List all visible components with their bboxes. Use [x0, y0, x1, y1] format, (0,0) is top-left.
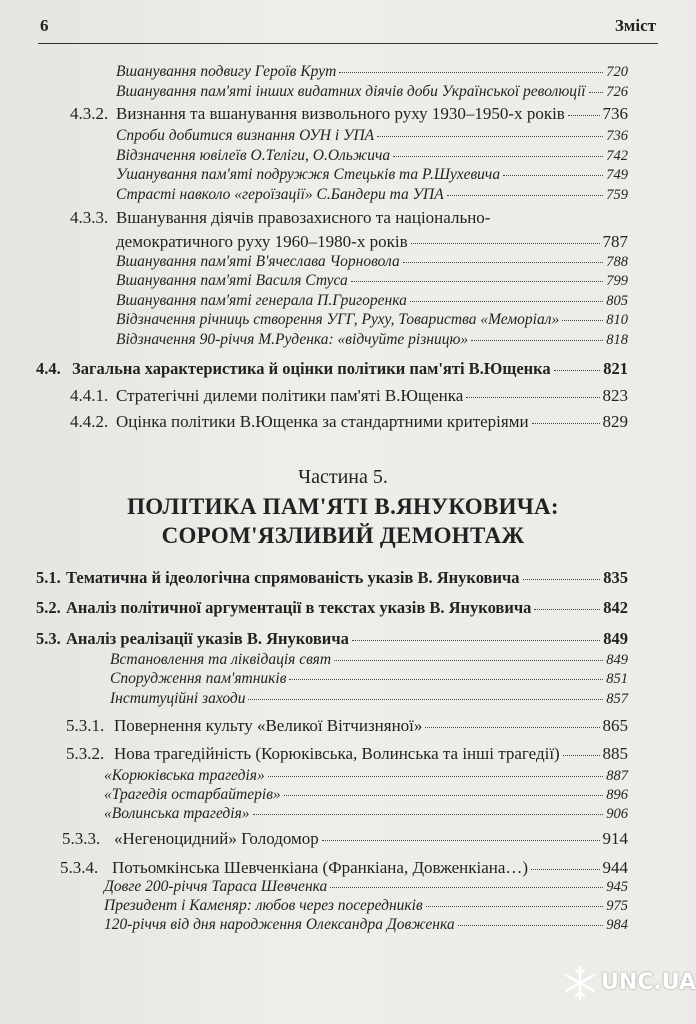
toc-entry-section: 5.2. Аналіз політичної аргументації в текстах указів В. Януковича 842: [36, 598, 628, 617]
toc-entry: 120-річчя від дня народження Олександра Довженка 984: [104, 916, 628, 933]
part-label: Частина 5.: [298, 466, 388, 488]
page-number: 6: [40, 16, 49, 35]
toc-entry: Інституційні заходи 857: [110, 690, 628, 707]
snowflake-icon: [561, 964, 599, 1002]
toc-entry: демократичного руху 1960–1980-х років 787: [116, 232, 628, 251]
watermark-text: UNC.UA: [601, 970, 696, 995]
toc-entry: Президент і Каменяр: любов через посередників 975: [104, 897, 628, 914]
header-rule: [38, 43, 658, 44]
toc-entry: Вшанування пам'яті генерала П.Григоренка 805: [116, 292, 628, 309]
part-title-line2: СОРОМ'ЯЗЛИВИЙ ДЕМОНТАЖ: [161, 523, 525, 548]
toc-entry: Вшанування пам'яті В'ячеслава Чорновола 788: [116, 253, 628, 270]
toc-entry: Вшанування пам'яті Василя Стуса 799: [116, 272, 628, 289]
toc-entry-section: 4.4. Загальна характеристика й оцінки політики пам'яті В.Ющенка 821: [36, 359, 628, 378]
toc-entry: «Трагедія остарбайтерів» 896: [104, 786, 628, 803]
watermark: [561, 960, 696, 1010]
toc-entry-section: 5.1. Тематична й ідеологічна спрямованість указів В. Януковича 835: [36, 568, 628, 587]
toc-entry: Ушанування пам'яті подружжя Стецьків та Р.Шухевича 749: [116, 166, 628, 183]
toc-entry: 5.3.3. «Негеноцидний» Голодомор 914: [62, 829, 628, 848]
toc-entry: Вшанування подвигу Героїв Крут 720: [116, 63, 628, 80]
toc-entry: 5.3.4. Потьомкінська Шевченкіана (Франкіана, Довженкіана…) 944: [60, 858, 628, 877]
toc-entry: Відзначення ювілеїв О.Теліги, О.Ольжича 742: [116, 147, 628, 164]
toc-entry: Відзначення річниць створення УГГ, Руху, Товариства «Меморіал» 810: [116, 311, 628, 328]
toc-entry: 5.3.2. Нова трагедійність (Корюківська, Волинська та інші трагедії) 885: [66, 744, 628, 763]
toc-entry-section: 5.3. Аналіз реалізації указів В. Януковича 849: [36, 629, 628, 648]
toc-entry: Встановлення та ліквідація свят 849: [110, 651, 628, 668]
toc-entry: Відзначення 90-річчя М.Руденка: «відчуйте різницю» 818: [116, 331, 628, 348]
running-header: Зміст: [614, 16, 656, 35]
toc-entry: Довге 200-річчя Тараса Шевченка 945: [104, 878, 628, 895]
toc-entry: «Волинська трагедія» 906: [104, 805, 628, 822]
toc-entry: Спроби добитися визнання ОУН і УПА 736: [116, 127, 628, 144]
toc-entry: Спорудження пам'ятників 851: [110, 670, 628, 687]
toc-entry: «Корюківська трагедія» 887: [104, 767, 628, 784]
toc-entry: 4.4.2. Оцінка політики В.Ющенка за стандартними критеріями 829: [70, 412, 628, 431]
toc-entry: 4.3.2. Визнання та вшанування визвольного руху 1930–1950-х років 736: [70, 104, 628, 123]
toc-entry-first-line: 4.3.3. Вшанування діячів правозахисного та національно-: [70, 208, 491, 227]
toc-entry: 4.4.1. Стратегічні дилеми політики пам'яті В.Ющенка 823: [70, 386, 628, 405]
part-title-line1: ПОЛІТИКА ПАМ'ЯТІ В.ЯНУКОВИЧА:: [127, 494, 559, 519]
toc-entry: Вшанування пам'яті інших видатних діячів доби Української революції 726: [116, 83, 628, 100]
toc-entry: 5.3.1. Повернення культу «Великої Вітчизняної» 865: [66, 716, 628, 735]
toc-entry: Страсті навколо «героїзації» С.Бандери та УПА 759: [116, 186, 628, 203]
